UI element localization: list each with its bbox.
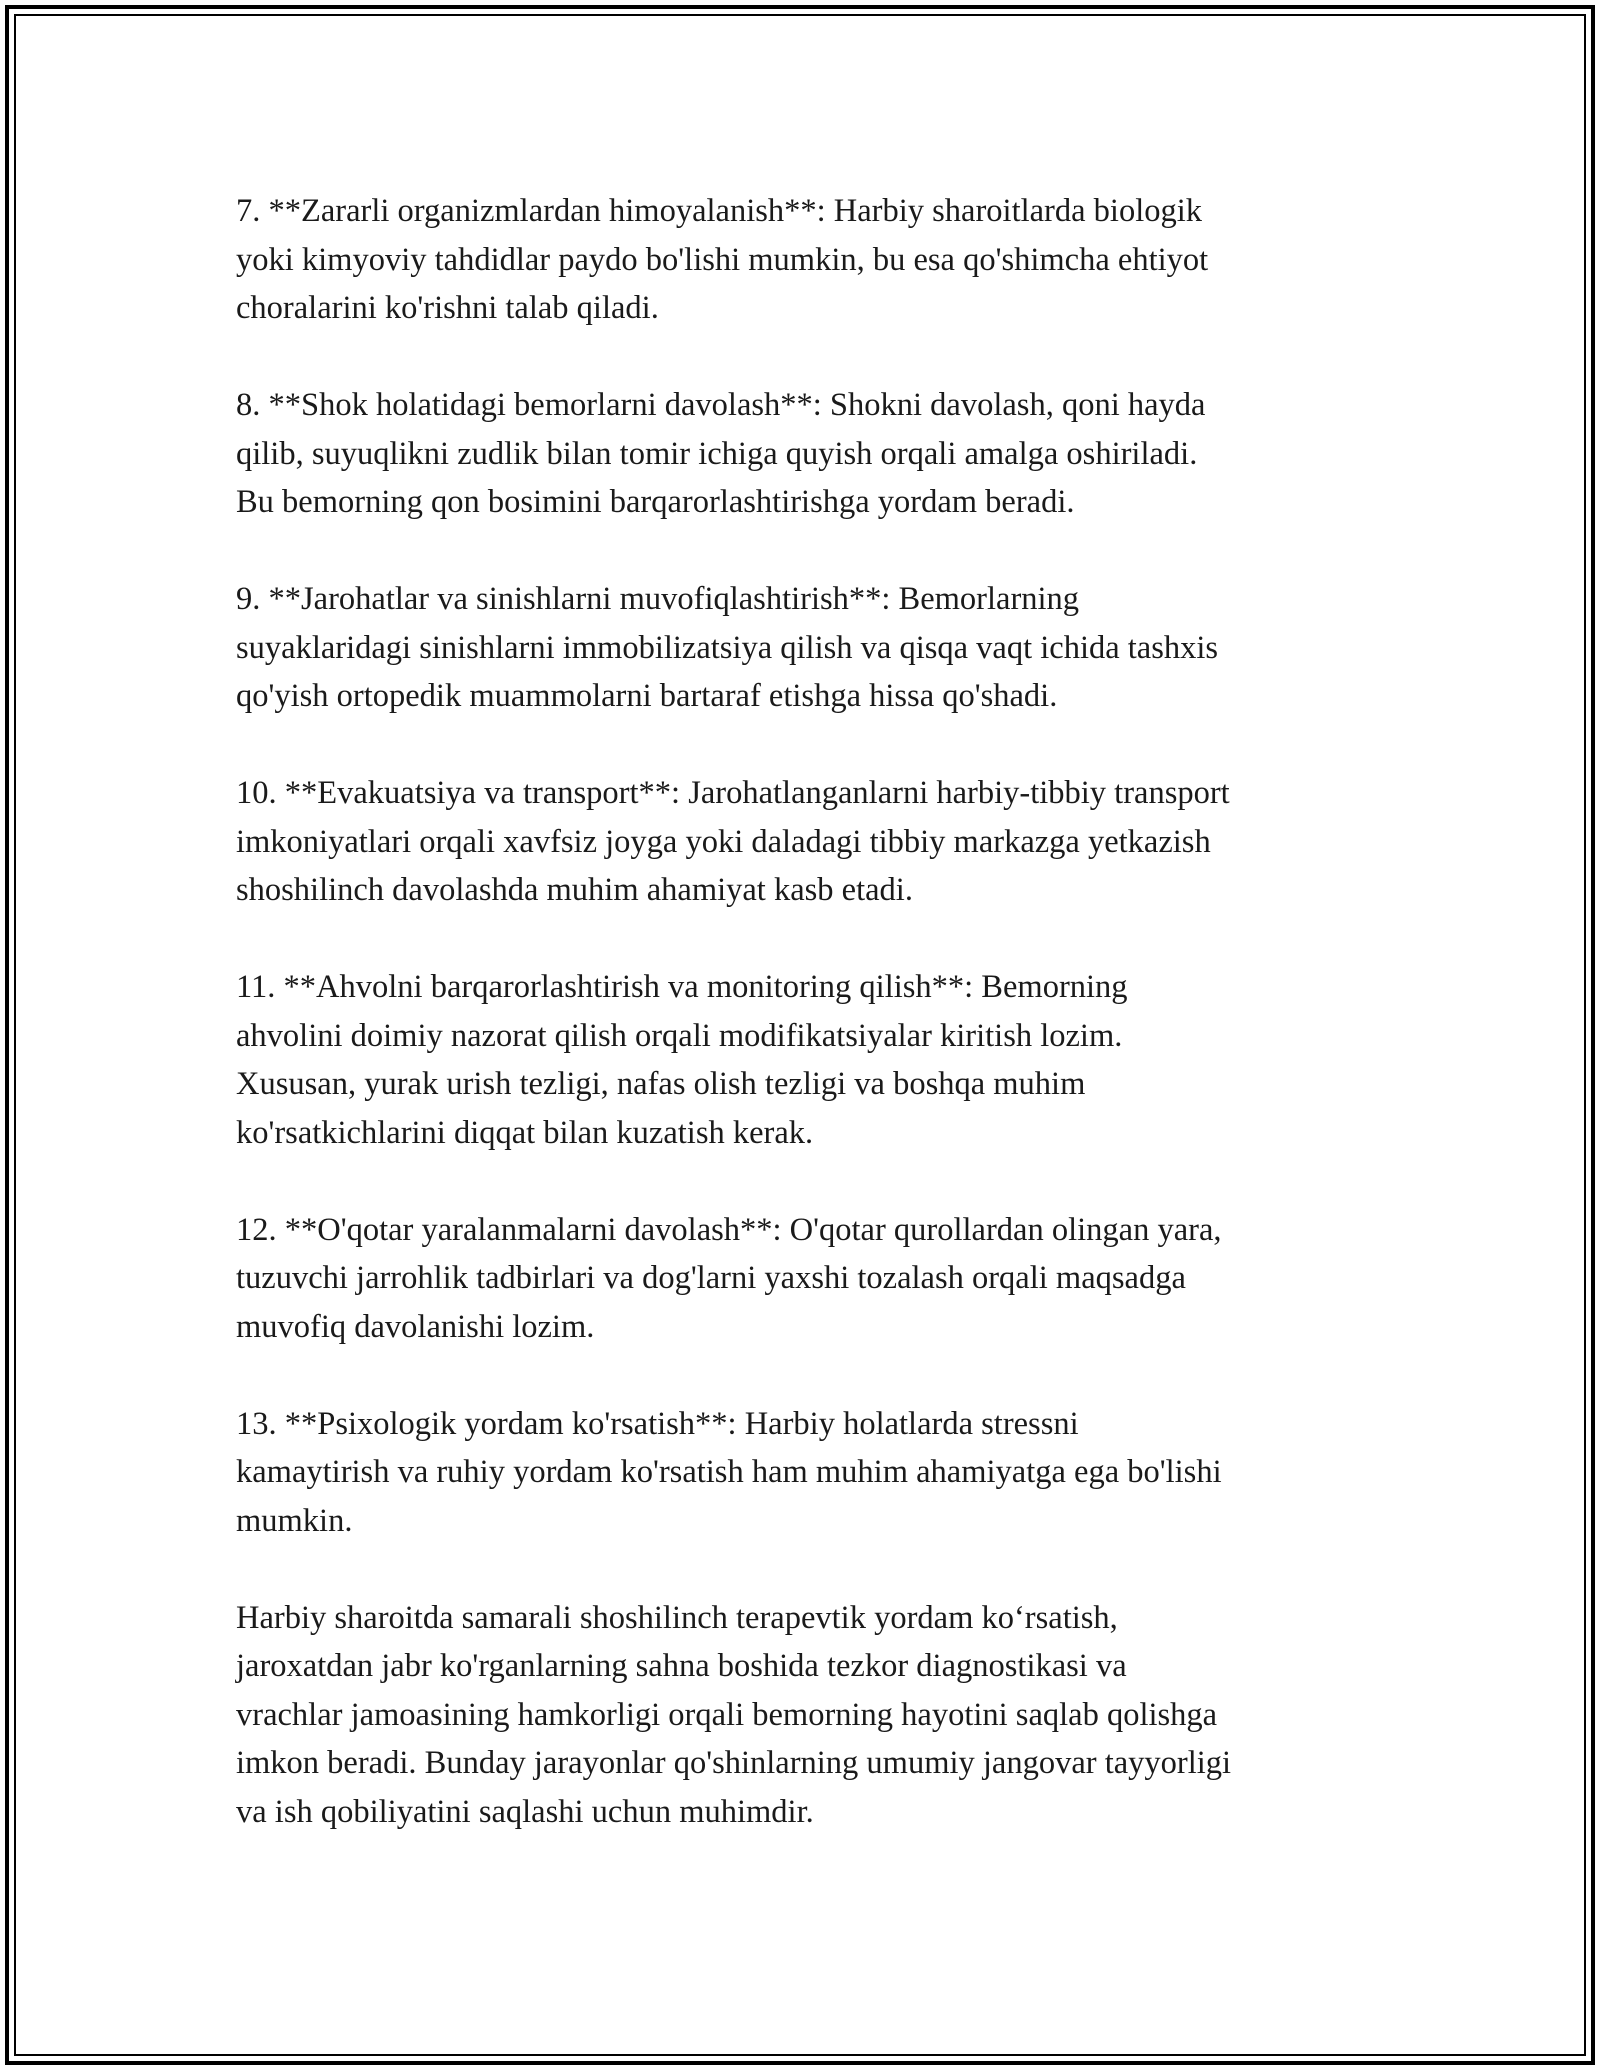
paragraph-item-12 — [236, 1206, 1396, 1352]
text-line: va ish qobiliyatini saqlashi uchun muhimdir. — [236, 1793, 814, 1830]
text-line: shoshilinch davolashda muhim ahamiyat kasb etadi. — [236, 872, 913, 908]
paragraph-item-10 — [236, 769, 1396, 915]
paragraph-conclusion — [236, 1594, 1396, 1837]
text-line: choralarini ko'rishni talab qiladi. — [236, 290, 659, 326]
text-line: Harbiy sharoitda samarali shoshilinch terapevtik yordam ko‘rsatish, — [236, 1599, 1118, 1636]
paragraph-item-9 — [236, 575, 1396, 721]
text-line: vrachlar jamoasining hamkorligi orqali bemorning hayotini saqlab qolishga — [236, 1696, 1218, 1733]
paragraph-item-7 — [236, 187, 1396, 333]
paragraph-item-13 — [236, 1400, 1396, 1546]
text-line: suyaklaridagi sinishlarni immobilizatsiya qilish va qisqa vaqt ichida tashxis — [236, 629, 1219, 666]
text-line: 10. **Evakuatsiya va transport**: Jarohatlanganlarni harbiy-tibbiy transport — [236, 775, 1230, 811]
document-body — [236, 187, 1396, 1885]
text-line: qilib, suyuqlikni zudlik bilan tomir ichiga quyish orqali amalga oshiriladi. — [236, 435, 1198, 472]
text-line: imkoniyatlari orqali xavfsiz joyga yoki daladagi tibbiy markazga yetkazish — [236, 823, 1211, 860]
text-line: Bu bemorning qon bosimini barqarorlashtirishga yordam beradi. — [236, 484, 1075, 520]
text-line: Xususan, yurak urish tezligi, nafas olish tezligi va boshqa muhim — [236, 1066, 1086, 1102]
text-line: 8. **Shok holatidagi bemorlarni davolash**: Shokni davolash, qoni hayda — [236, 387, 1206, 423]
text-line: qo'yish ortopedik muammolarni bartaraf etishga hissa qo'shadi. — [236, 678, 1058, 714]
text-line: mumkin. — [236, 1502, 353, 1539]
text-line: kamaytirish va ruhiy yordam ko'rsatish ham muhim ahamiyatga ega bo'lishi — [236, 1454, 1222, 1490]
text-line: 12. **O'qotar yaralanmalarni davolash**: O'qotar qurollardan olingan yara, — [236, 1211, 1222, 1248]
text-line: ko'rsatkichlarini diqqat bilan kuzatish kerak. — [236, 1114, 814, 1151]
text-line: 11. **Ahvolni barqarorlashtirish va monitoring qilish**: Bemorning — [236, 969, 1128, 1005]
text-line: ahvolini doimiy nazorat qilish orqali modifikatsiyalar kiritish lozim. — [236, 1017, 1123, 1054]
text-line: muvofiq davolanishi lozim. — [236, 1308, 595, 1345]
text-line: jaroxatdan jabr ko'rganlarning sahna boshida tezkor diagnostikasi va — [236, 1648, 1127, 1684]
text-line: tuzuvchi jarrohlik tadbirlari va dog'larni yaxshi tozalash orqali maqsadga — [236, 1260, 1186, 1296]
text-line: 7. **Zararli organizmlardan himoyalanish**: Harbiy sharoitlarda biologik — [236, 193, 1203, 229]
paragraph-item-11 — [236, 963, 1396, 1157]
text-line: yoki kimyoviy tahdidlar paydo bo'lishi mumkin, bu esa qo'shimcha ehtiyot — [236, 241, 1209, 278]
text-line: 13. **Psixologik yordam ko'rsatish**: Harbiy holatlarda stressni — [236, 1405, 1079, 1442]
text-line: imkon beradi. Bunday jarayonlar qo'shinlarning umumiy jangovar tayyorligi — [236, 1745, 1232, 1781]
text-line: 9. **Jarohatlar va sinishlarni muvofiqlashtirish**: Bemorlarning — [236, 581, 1080, 617]
paragraph-item-8 — [236, 381, 1396, 527]
